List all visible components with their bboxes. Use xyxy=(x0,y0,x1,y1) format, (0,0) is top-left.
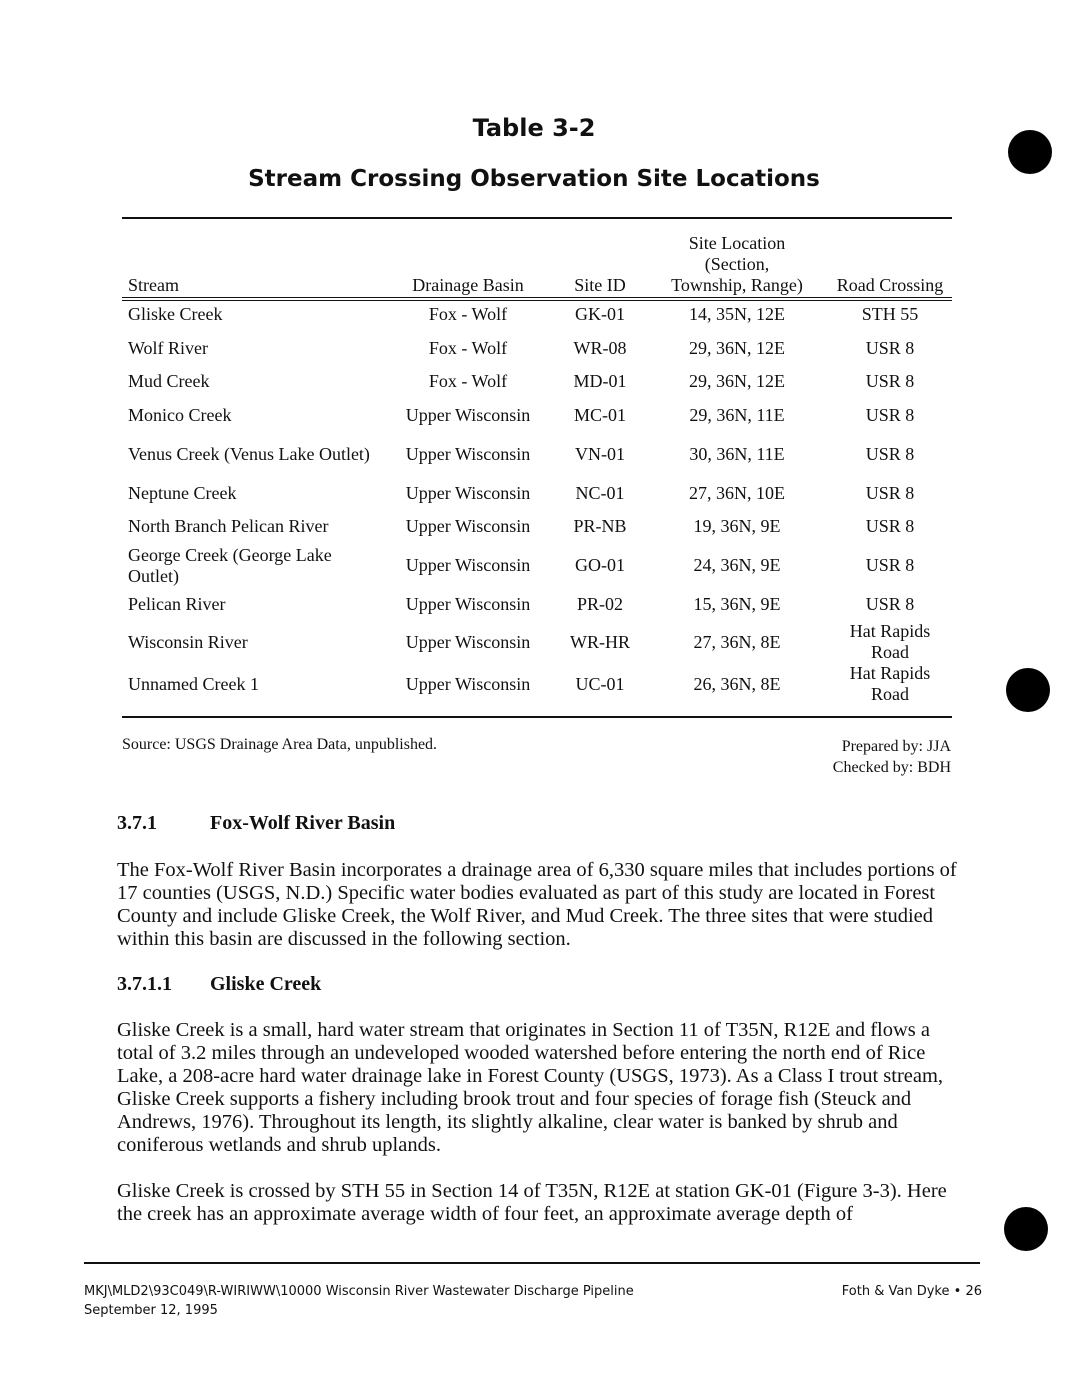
cell-road: USR 8 xyxy=(865,593,915,614)
footer-left xyxy=(84,1282,634,1320)
header-site-location xyxy=(646,228,828,298)
cell-location: 30, 36N, 11E xyxy=(689,443,785,464)
cell-location: 29, 36N, 12E xyxy=(689,371,785,392)
table-bottom-rule xyxy=(122,716,952,718)
table-subtitle: Stream Crossing Observation Site Locations xyxy=(248,166,820,192)
footer-bullet: • xyxy=(953,1284,962,1299)
cell-basin: Fox - Wolf xyxy=(428,371,508,392)
table-row xyxy=(122,332,952,366)
table-row xyxy=(122,544,952,588)
header-site-location-line2: (Section, xyxy=(704,254,770,274)
header-site-location-line3: Township, Range) xyxy=(671,275,803,295)
cell-basin: Upper Wisconsin xyxy=(405,516,531,537)
footer-project: Wisconsin River Wastewater Discharge Pipeline xyxy=(325,1284,634,1299)
cell-location: 29, 36N, 12E xyxy=(689,337,785,358)
cell-basin: Upper Wisconsin xyxy=(405,631,531,652)
section-number-3711: 3.7.1.1 xyxy=(117,973,172,995)
footer-company: Foth & Van Dyke xyxy=(841,1284,950,1299)
cell-site-id: VN-01 xyxy=(575,443,625,464)
header-rule-lower xyxy=(122,300,952,301)
header-site-id: Site ID xyxy=(574,275,626,295)
cell-location: 26, 36N, 8E xyxy=(693,673,781,694)
section-title-3711: Gliske Creek xyxy=(210,973,322,995)
table-row xyxy=(122,510,952,544)
cell-location: 24, 36N, 9E xyxy=(693,555,781,576)
cell-basin: Upper Wisconsin xyxy=(405,593,531,614)
cell-basin: Upper Wisconsin xyxy=(405,482,531,503)
cell-road: USR 8 xyxy=(865,443,915,464)
prepared-by: Prepared by: JJA xyxy=(841,738,951,755)
table-row xyxy=(122,399,952,433)
cell-road: USR 8 xyxy=(865,371,915,392)
cell-road: USR 8 xyxy=(865,516,915,537)
footer-date: September 12, 1995 xyxy=(84,1303,218,1318)
cell-stream: North Branch Pelican River xyxy=(128,516,329,537)
footer-document-line xyxy=(84,1282,634,1301)
header-road-crossing: Road Crossing xyxy=(836,275,944,295)
cell-location: 27, 36N, 10E xyxy=(689,482,785,503)
cell-site-id: PR-NB xyxy=(573,516,627,537)
section-3711-paragraph-1: Gliske Creek is a small, hard water stream that originates in Section 11 of T35N, R12E and flows a total of 3.2 miles through an undeveloped wooded watershed before entering the north end of Rice Lake, a 208-acre hard water drainage lake in Forest County (USGS, 1973). As a Class I trout stream, Gliske Creek supports a fishery including brook trout and four species of forage fish (Steuck and Andrews, 1976). Throughout its length, its slightly alkaline, clear water is banked by shrub and coniferous wetlands and shrub uplands. xyxy=(117,1019,944,1156)
cell-location: 19, 36N, 9E xyxy=(693,516,781,537)
cell-stream: Neptune Creek xyxy=(128,482,237,503)
header-site-location-line1: Site Location xyxy=(688,233,786,253)
cell-basin: Upper Wisconsin xyxy=(405,673,531,694)
section-title-371: Fox-Wolf River Basin xyxy=(210,812,396,834)
header-drainage-basin: Drainage Basin xyxy=(412,275,524,295)
section-371-paragraph: The Fox-Wolf River Basin incorporates a drainage area of 6,330 square miles that includes portions of 17 counties (USGS, N.D.) Specific water bodies evaluated as part of this study are located in Forest County and include Gliske Creek, the Wolf River, and Mud Creek. The three sites that were studied within this basin are discussed in the following section. xyxy=(117,859,957,950)
section-number-371: 3.7.1 xyxy=(117,812,157,834)
table-source-note: Source: USGS Drainage Area Data, unpublished. xyxy=(122,736,438,753)
prepared-checked-block xyxy=(700,736,951,778)
footer-right xyxy=(760,1282,982,1301)
footer-page-number: 26 xyxy=(965,1284,982,1299)
cell-basin: Upper Wisconsin xyxy=(405,405,531,426)
footer-rule xyxy=(84,1262,980,1264)
cell-stream: Unnamed Creek 1 xyxy=(128,673,259,694)
table-row xyxy=(122,588,952,622)
checked-by: Checked by: BDH xyxy=(832,759,951,776)
cell-road: STH 55 xyxy=(861,304,919,325)
table-row xyxy=(122,663,952,705)
cell-site-id: GO-01 xyxy=(575,555,625,576)
table-row xyxy=(122,298,952,332)
cell-road: USR 8 xyxy=(865,405,915,426)
cell-stream: George Creek (George Lake Outlet) xyxy=(128,544,332,586)
binder-hole-middle xyxy=(1006,668,1050,712)
table-top-rule xyxy=(122,217,952,219)
cell-site-id: MC-01 xyxy=(573,405,626,426)
table-row xyxy=(122,476,952,510)
cell-location: 14, 35N, 12E xyxy=(689,304,785,325)
footer-path: MKJ\MLD2\93C049\R-WIRIWW\10000 xyxy=(84,1284,322,1299)
cell-stream: Venus Creek (Venus Lake Outlet) xyxy=(128,443,370,464)
cell-road: USR 8 xyxy=(865,555,915,576)
section-3711-paragraph-2: Gliske Creek is crossed by STH 55 in Section 14 of T35N, R12E at station GK-01 (Figure 3-3). Here the creek has an approximate average width of four feet, an approximate average depth of xyxy=(117,1180,947,1225)
cell-road: USR 8 xyxy=(865,337,915,358)
cell-site-id: GK-01 xyxy=(575,304,625,325)
cell-site-id: NC-01 xyxy=(575,482,625,503)
table-row xyxy=(122,365,952,399)
table-row xyxy=(122,432,952,476)
cell-basin: Fox - Wolf xyxy=(428,337,508,358)
table-row xyxy=(122,621,952,663)
cell-stream: Wolf River xyxy=(128,337,209,358)
table-title: Table 3-2 xyxy=(472,114,596,142)
header-rule-upper xyxy=(122,297,952,298)
cell-stream: Monico Creek xyxy=(128,405,232,426)
cell-stream: Gliske Creek xyxy=(128,304,223,325)
cell-location: 27, 36N, 8E xyxy=(693,631,781,652)
cell-road: Hat Rapids Road xyxy=(849,663,931,705)
cell-site-id: WR-08 xyxy=(573,337,627,358)
table-header-row xyxy=(122,228,952,298)
cell-site-id: WR-HR xyxy=(570,631,630,652)
cell-site-id: UC-01 xyxy=(575,673,625,694)
cell-basin: Upper Wisconsin xyxy=(405,555,531,576)
cell-stream: Wisconsin River xyxy=(128,631,248,652)
cell-basin: Upper Wisconsin xyxy=(405,443,531,464)
cell-site-id: MD-01 xyxy=(573,371,627,392)
cell-location: 15, 36N, 9E xyxy=(693,593,781,614)
header-stream: Stream xyxy=(128,275,179,295)
cell-stream: Mud Creek xyxy=(128,371,210,392)
cell-location: 29, 36N, 11E xyxy=(689,405,785,426)
cell-site-id: PR-02 xyxy=(576,593,623,614)
cell-basin: Fox - Wolf xyxy=(428,304,508,325)
cell-road: USR 8 xyxy=(865,482,915,503)
binder-hole-bottom xyxy=(1004,1207,1048,1251)
cell-road: Hat Rapids Road xyxy=(849,621,931,663)
cell-stream: Pelican River xyxy=(128,593,226,614)
